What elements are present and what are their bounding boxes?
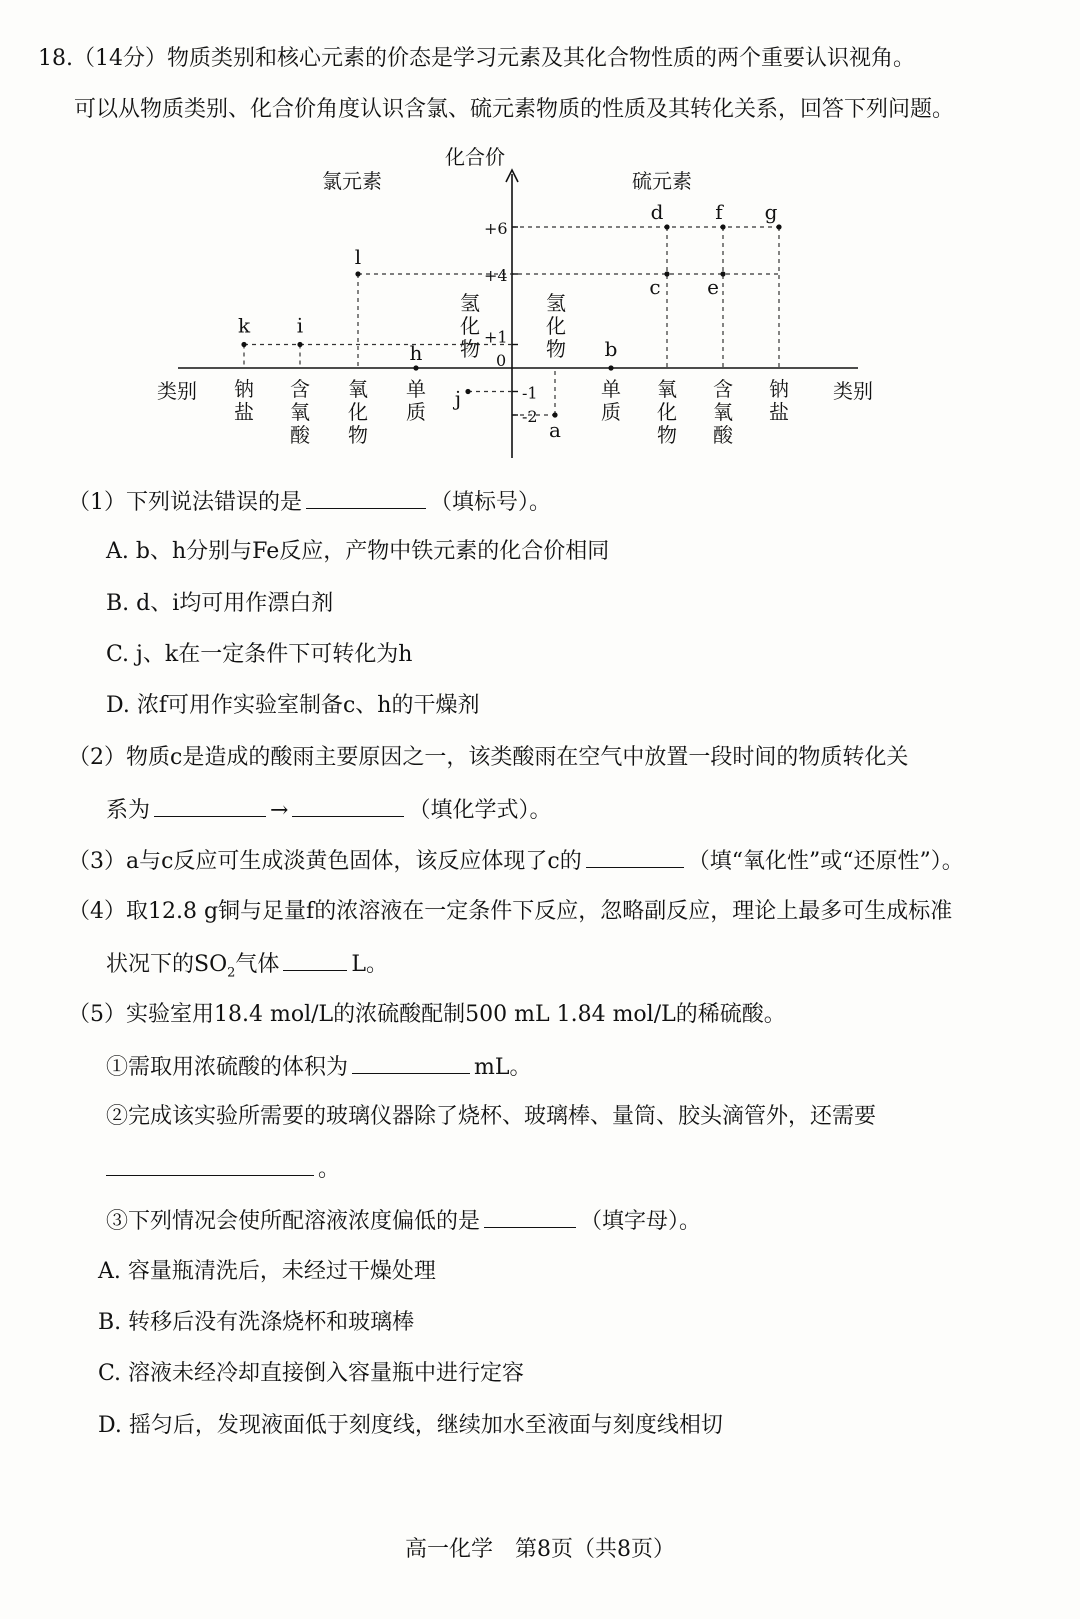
page-footer: 高一化学 第8页（共8页） [405,1537,675,1562]
q2-line2-tail: （填化学式）。 [408,798,552,823]
q1-option-c: C. j、k在一定条件下可转化为h [106,642,413,667]
left-category-char: 钠 [234,377,254,401]
q5-sub2: ②完成该实验所需要的玻璃仪器除了烧杯、玻璃棒、量筒、胶头滴管外，还需要 [106,1104,877,1129]
point-e [720,271,725,276]
q5-sub3-text: ③下列情况会使所配溶液浓度偏低的是 [106,1209,481,1234]
right-category-char: 质 [601,400,621,424]
hydride-label-right-char: 化 [546,314,566,338]
question-intro: 可以从物质类别、化合价角度认识含氯、硫元素物质的性质及其转化关系，回答下列问题。 [74,97,955,122]
q5-sub1 [106,1051,532,1083]
point-label-g: g [764,200,778,224]
left-category-char: 质 [406,400,426,424]
point-c [664,271,669,276]
q5-line1: （5）实验室用18.4 mol/L的浓硫酸配制500 mL 1.84 mol/L的稀硫酸。 [68,1002,786,1027]
q5-volume-blank[interactable] [352,1051,470,1074]
x-axis-label-right: 类别 [833,379,873,403]
left-category-char: 氧 [290,400,310,424]
q3-answer-blank[interactable] [586,845,684,868]
question-header: 18.（14分）物质类别和核心元素的价态是学习元素及其化合物性质的两个重要认识视角。 [38,46,915,71]
right-category-char: 酸 [713,423,733,447]
point-label-a: a [549,418,561,442]
point-label-b: b [604,337,618,361]
q2-answer-blank-1[interactable] [154,794,266,817]
point-b [608,365,613,370]
y-tick-label: +4 [484,266,508,285]
y-tick-label: +1 [484,327,508,347]
left-category-char: 含 [290,377,310,401]
valence-class-diagram [0,140,1080,470]
q2-line2 [106,794,551,826]
q5-option-b: B. 转移后没有洗涤烧杯和玻璃棒 [98,1310,415,1335]
point-label-h: h [409,341,423,365]
q5-sub3-tail: （填字母）。 [580,1209,702,1234]
q5-sub3 [106,1205,701,1237]
point-i [297,342,302,347]
point-k [241,342,246,347]
q3-text: （3）a与c反应可生成淡黄色固体，该反应体现了c的 [68,849,582,874]
q2-answer-blank-2[interactable] [292,794,404,817]
left-category-char: 酸 [290,423,310,447]
left-element-label: 氯元素 [322,169,382,193]
right-element-label: 硫元素 [632,169,692,193]
point-a [552,412,557,417]
q3-line [68,845,964,877]
point-label-k: k [237,313,251,338]
q4-line2-mid: 气体 [235,952,280,977]
hydride-label-left-char: 物 [460,337,480,361]
q4-line2-tail: L。 [351,952,389,977]
q4-line2 [106,948,388,988]
q2-line2-text: 系为 [106,798,151,823]
q4-line1: （4）取12.8 g铜与足量f的浓溶液在一定条件下反应，忽略副反应，理论上最多可生成标准 [68,899,953,924]
y-tick-label: -2 [522,407,538,426]
x-axis-label-left: 类别 [157,379,197,403]
hydride-label-left-char: 氢 [460,291,480,315]
point-label-d: d [650,200,664,224]
hydride-label-right-char: 氢 [546,291,566,315]
q1-prompt-tail: （填标号）。 [430,490,552,515]
point-label-j: j [454,386,462,411]
q5-sub2-answer-line [102,1153,340,1185]
q2-line1: （2）物质c是造成的酸雨主要原因之一，该类酸雨在空气中放置一段时间的物质转化关 [68,745,909,770]
hydride-label-left-char: 化 [460,314,480,338]
point-label-i: i [296,313,304,338]
hydride-label-right-char: 物 [546,337,566,361]
q5-option-c: C. 溶液未经冷却直接倒入容量瓶中进行定容 [98,1361,525,1386]
left-category-char: 氧 [348,377,368,401]
q5-instrument-blank[interactable] [106,1153,314,1176]
point-d [664,224,669,229]
point-label-l: l [354,245,362,269]
right-category-char: 单 [601,377,621,401]
q4-answer-blank[interactable] [283,948,347,971]
right-category-char: 物 [657,423,677,447]
left-category-char: 单 [406,377,426,401]
q5-option-d: D. 摇匀后，发现液面低于刻度线，继续加水至液面与刻度线相切 [98,1413,723,1438]
q5-sub2-end: 。 [318,1157,341,1182]
q1-prompt-text: （1）下列说法错误的是 [68,490,302,515]
q4-subscript: 2 [227,965,236,981]
q4-line2-text: 状况下的SO [106,952,228,977]
point-label-c: c [649,275,661,299]
q5-option-a: A. 容量瓶清洗后，未经过干燥处理 [98,1259,436,1284]
q1-answer-blank[interactable] [306,486,426,509]
point-label-f: f [715,200,723,224]
point-j [465,389,470,394]
q1-prompt [68,486,551,518]
left-category-char: 盐 [234,400,254,424]
right-category-char: 化 [657,400,677,424]
q1-option-b: B. d、i均可用作漂白剂 [106,591,334,616]
right-category-char: 含 [713,377,733,401]
y-tick-label: -1 [522,383,538,403]
left-category-char: 化 [348,400,368,424]
right-category-char: 氧 [657,377,677,401]
q5-sub3-answer-blank[interactable] [484,1205,576,1228]
point-f [720,224,725,229]
right-category-char: 氧 [713,400,733,424]
left-category-char: 物 [348,423,368,447]
q5-sub1-tail: mL。 [474,1055,532,1080]
y-axis-label: 化合价 [445,145,505,169]
q3-tail: （填“氧化性”或“还原性”）。 [687,849,964,874]
q1-option-a: A. b、h分别与Fe反应，产物中铁元素的化合价相同 [106,539,610,564]
q2-arrow: → [270,798,289,823]
y-tick-label: +6 [484,219,508,238]
q5-sub1-text: ①需取用浓硫酸的体积为 [106,1055,349,1080]
right-category-char: 钠 [769,377,789,401]
right-category-char: 盐 [769,400,789,424]
point-h [413,365,418,370]
y-tick-label: 0 [496,351,507,370]
point-g [776,224,781,229]
point-l [355,271,360,276]
q1-option-d: D. 浓f可用作实验室制备c、h的干燥剂 [106,693,480,718]
point-label-e: e [707,275,719,299]
